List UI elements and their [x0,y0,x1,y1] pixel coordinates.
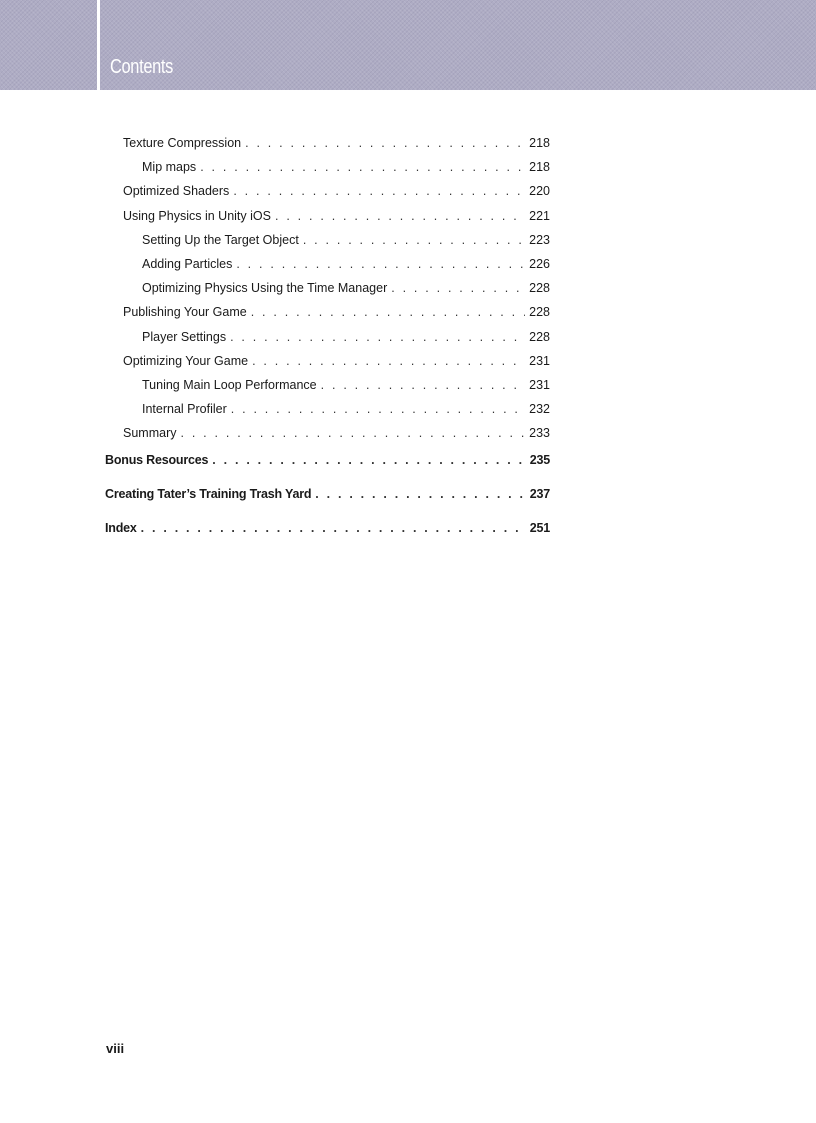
header-divider [97,0,100,90]
toc-entry[interactable] [105,136,550,160]
dot-leader [200,160,525,174]
toc-entry-title: Adding Particles [142,256,233,271]
toc-entry-page-number: 226 [529,256,550,271]
dot-leader [275,209,525,223]
toc-entry[interactable] [105,487,550,521]
toc-entry-page-number: 218 [529,136,550,150]
toc-entry-title: Player Settings [142,329,227,344]
toc-entry[interactable] [105,257,550,281]
table-of-contents [105,136,550,555]
toc-entry[interactable] [105,233,550,257]
toc-entry-title: Bonus Resources [105,453,209,468]
toc-entry-title: Optimizing Your Game [123,353,249,368]
toc-entry[interactable] [105,305,550,329]
dot-leader [212,453,525,467]
toc-entry[interactable] [105,378,550,402]
toc-entry-title: Internal Profiler [142,402,227,417]
dot-leader [236,257,525,271]
dot-leader [231,402,525,416]
toc-entry[interactable] [105,160,550,184]
dot-leader [251,305,525,319]
toc-entry[interactable] [105,402,550,426]
toc-entry[interactable] [105,521,550,555]
dot-leader [303,233,525,247]
toc-entry-title: Setting Up the Target Object [142,232,299,247]
toc-entry-page-number: 235 [529,453,550,468]
dot-leader [233,184,525,198]
toc-entry[interactable] [105,184,550,208]
dot-leader [315,487,525,501]
toc-entry-page-number: 220 [529,184,550,199]
page-title: Contents [110,56,174,78]
dot-leader [180,426,525,440]
toc-entry-title: Summary [123,426,177,441]
toc-entry-page-number: 223 [529,232,550,247]
toc-entry[interactable] [105,354,550,378]
toc-entry[interactable] [105,281,550,305]
toc-entry-page-number: 232 [529,402,550,417]
toc-entry-title: Texture Compression [123,136,242,150]
toc-entry-title: Optimized Shaders [123,184,230,199]
toc-entry-title: Optimizing Physics Using the Time Manager [142,281,388,296]
toc-entry[interactable] [105,209,550,233]
toc-entry-page-number: 237 [529,487,550,502]
toc-entry-page-number: 228 [529,329,550,344]
page-number: viii [106,1041,125,1056]
dot-leader [141,521,526,535]
toc-entry-title: Tuning Main Loop Performance [142,377,317,392]
toc-entry[interactable] [105,426,550,450]
toc-entry-page-number: 221 [529,208,550,223]
toc-entry[interactable] [105,330,550,354]
toc-entry-page-number: 228 [529,305,550,320]
toc-entry-page-number: 231 [529,377,550,392]
toc-entry-title: Creating Tater’s Training Trash Yard [105,487,312,502]
toc-entry-title: Index [105,521,137,536]
dot-leader [230,330,525,344]
toc-entry-page-number: 251 [529,521,550,536]
toc-entry-page-number: 233 [529,426,550,441]
toc-entry-title: Publishing Your Game [123,305,247,320]
dot-leader [252,354,525,368]
toc-entry-page-number: 231 [529,353,550,368]
toc-entry-page-number: 228 [529,281,550,296]
dot-leader [245,136,525,150]
dot-leader [321,378,526,392]
toc-entry-page-number: 218 [529,160,550,175]
toc-entry-title: Using Physics in Unity iOS [123,208,271,223]
toc-entry-title: Mip maps [142,160,197,175]
dot-leader [391,281,525,295]
toc-entry[interactable] [105,453,550,487]
